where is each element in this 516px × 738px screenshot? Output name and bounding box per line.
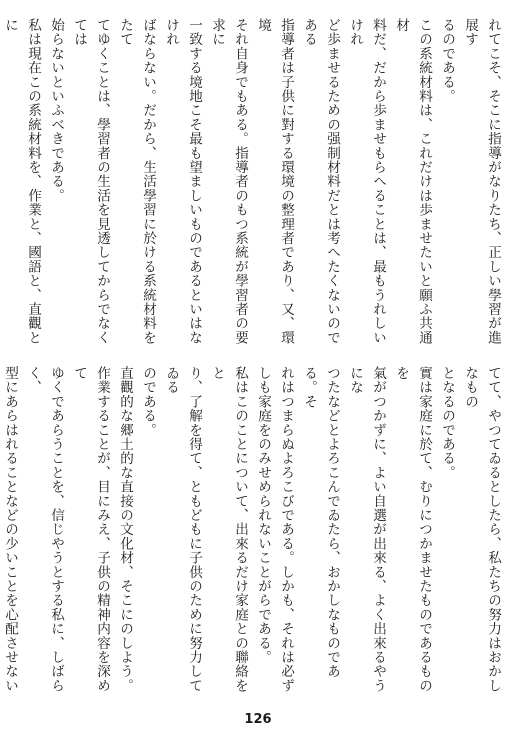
text-column: り、了解を得て、ともどもに子供のために努力してゐる: [163, 366, 202, 693]
text-column: 實は家庭に於て、むりにつかませたものであるものを: [393, 366, 432, 693]
text-column: 直觀的な郷土的な直接の文化材、そこにのしよう。: [117, 366, 133, 693]
text-column: しも家庭をのみせめられないことがらである。: [255, 366, 271, 665]
text-column: 始らないといふべきである。: [48, 18, 64, 203]
text-column: 私は現在この系統材料を、作業と、國語と、直觀とに: [2, 18, 41, 345]
text-column: となるのである。: [439, 366, 455, 480]
text-column: 指導者は子供に對する環境の整理者であり、又、環境: [255, 18, 294, 345]
text-column: ど歩ませるための强制材料だとは考へたくないのである: [301, 18, 340, 345]
page-number: 126: [244, 712, 272, 727]
upper-text-block: [2, 18, 504, 358]
text-column: ゆくであらうことを、信じやうとする私に、しばらく、: [25, 366, 64, 693]
text-column: れてこそ、そこに指導がなりたち、正しい學習が進展す: [462, 18, 501, 345]
text-column: つたなどとよろこんでゐたら、おかしなものである。そ: [301, 366, 340, 679]
text-column: ばならない。だから、生活學習に於ける系統材料をたて: [117, 18, 156, 345]
text-column: 型にあらはれることなどの少いことを心配させない: [2, 366, 18, 693]
text-column: それ自身でもある。指導者のもつ系統が學習者の要求に: [209, 18, 248, 345]
text-column: 一致する境地こそ最も望ましいものであるといはなけれ: [163, 18, 202, 345]
lower-text-block: [2, 366, 504, 706]
text-column: この系統材料は、これだけは歩ませたいと願ふ共通材: [393, 18, 432, 345]
text-column: のである。: [140, 366, 156, 437]
text-column: 氣がつかずに、よい自選が出來る、よく出來るやうにな: [347, 366, 386, 693]
text-column: るのである。: [439, 18, 455, 104]
text-column: 私はこのことについて、出來るだけ家庭との聯絡をと: [209, 366, 248, 693]
text-column: てて、やつてゐるとしたら、私たちの努力はおかしなもの: [462, 366, 501, 693]
text-column: れはつまらぬよろこびである。しかも、それは必ず: [278, 366, 294, 693]
text-column: 料だ、だから歩ませもらへることは、最もうれしいけれ: [347, 18, 386, 345]
text-column: てゆくことは、學習者の生活を見透してからでなくては: [71, 18, 110, 345]
text-column: 作業することが、目にみえ、子供の精神内容を深めて: [71, 366, 110, 693]
